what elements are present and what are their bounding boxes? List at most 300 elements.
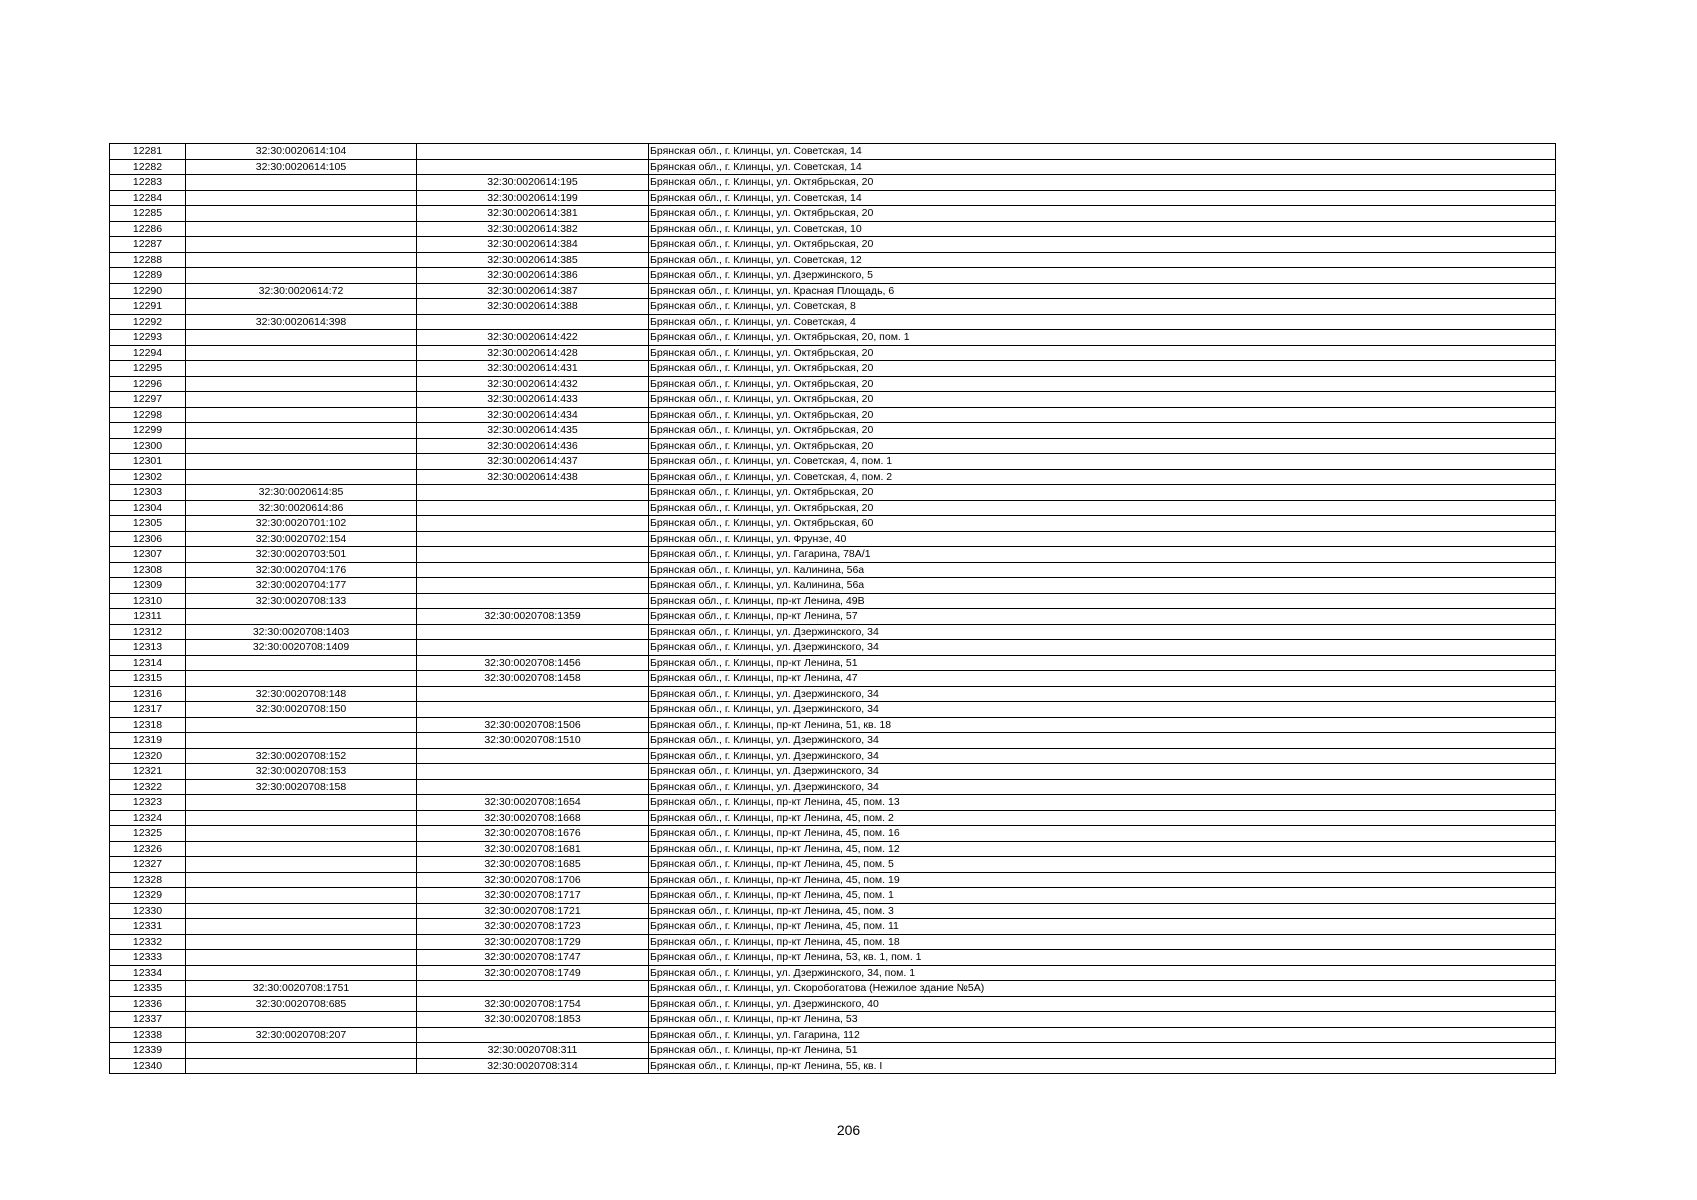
object-cadastral-number-cell (417, 485, 649, 501)
row-number-cell: 12293 (110, 330, 186, 346)
address-cell: Брянская обл., г. Клинцы, ул. Дзержинского, 5 (649, 268, 1556, 284)
table-row (110, 578, 1556, 594)
object-cadastral-number-cell: 32:30:0020614:434 (417, 407, 649, 423)
land-cadastral-number-cell (186, 717, 417, 733)
address-cell: Брянская обл., г. Клинцы, ул. Октябрьская, 20 (649, 423, 1556, 439)
row-number-cell: 12334 (110, 965, 186, 981)
address-cell: Брянская обл., г. Клинцы, ул. Октябрьская, 60 (649, 516, 1556, 532)
address-cell: Брянская обл., г. Клинцы, ул. Калинина, 56а (649, 562, 1556, 578)
land-cadastral-number-cell (186, 888, 417, 904)
object-cadastral-number-cell (417, 500, 649, 516)
row-number-cell: 12331 (110, 919, 186, 935)
address-cell: Брянская обл., г. Клинцы, ул. Фрунзе, 40 (649, 531, 1556, 547)
address-cell: Брянская обл., г. Клинцы, ул. Октябрьская, 20 (649, 500, 1556, 516)
object-cadastral-number-cell: 32:30:0020708:1747 (417, 950, 649, 966)
land-cadastral-number-cell: 32:30:0020701:102 (186, 516, 417, 532)
address-cell: Брянская обл., г. Клинцы, пр-кт Ленина, 45, пом. 3 (649, 903, 1556, 919)
object-cadastral-number-cell (417, 624, 649, 640)
address-cell: Брянская обл., г. Клинцы, ул. Дзержинского, 34 (649, 686, 1556, 702)
land-cadastral-number-cell (186, 268, 417, 284)
object-cadastral-number-cell (417, 562, 649, 578)
address-cell: Брянская обл., г. Клинцы, пр-кт Ленина, 55, кв. I (649, 1058, 1556, 1074)
row-number-cell: 12292 (110, 314, 186, 330)
object-cadastral-number-cell (417, 764, 649, 780)
table-row (110, 531, 1556, 547)
address-cell: Брянская обл., г. Клинцы, ул. Советская, 10 (649, 221, 1556, 237)
row-number-cell: 12326 (110, 841, 186, 857)
land-cadastral-number-cell (186, 330, 417, 346)
address-cell: Брянская обл., г. Клинцы, ул. Октябрьская, 20 (649, 438, 1556, 454)
object-cadastral-number-cell (417, 516, 649, 532)
address-cell: Брянская обл., г. Клинцы, ул. Калинина, 56а (649, 578, 1556, 594)
row-number-cell: 12301 (110, 454, 186, 470)
address-cell: Брянская обл., г. Клинцы, пр-кт Ленина, 53 (649, 1012, 1556, 1028)
row-number-cell: 12315 (110, 671, 186, 687)
object-cadastral-number-cell: 32:30:0020614:387 (417, 283, 649, 299)
object-cadastral-number-cell (417, 159, 649, 175)
object-cadastral-number-cell: 32:30:0020708:314 (417, 1058, 649, 1074)
object-cadastral-number-cell: 32:30:0020614:195 (417, 175, 649, 191)
object-cadastral-number-cell: 32:30:0020708:1853 (417, 1012, 649, 1028)
table-row (110, 221, 1556, 237)
land-cadastral-number-cell (186, 810, 417, 826)
row-number-cell: 12310 (110, 593, 186, 609)
land-cadastral-number-cell (186, 361, 417, 377)
row-number-cell: 12284 (110, 190, 186, 206)
row-number-cell: 12311 (110, 609, 186, 625)
land-cadastral-number-cell (186, 733, 417, 749)
row-number-cell: 12316 (110, 686, 186, 702)
table-row (110, 609, 1556, 625)
object-cadastral-number-cell: 32:30:0020614:431 (417, 361, 649, 377)
address-cell: Брянская обл., г. Клинцы, ул. Гагарина, 112 (649, 1027, 1556, 1043)
row-number-cell: 12281 (110, 144, 186, 160)
table-row (110, 872, 1556, 888)
object-cadastral-number-cell (417, 640, 649, 656)
land-cadastral-number-cell (186, 299, 417, 315)
table-row (110, 423, 1556, 439)
object-cadastral-number-cell: 32:30:0020708:311 (417, 1043, 649, 1059)
address-cell: Брянская обл., г. Клинцы, пр-кт Ленина, 45, пом. 18 (649, 934, 1556, 950)
object-cadastral-number-cell (417, 144, 649, 160)
land-cadastral-number-cell: 32:30:0020614:104 (186, 144, 417, 160)
address-cell: Брянская обл., г. Клинцы, пр-кт Ленина, 45, пом. 13 (649, 795, 1556, 811)
table-row (110, 314, 1556, 330)
land-cadastral-number-cell: 32:30:0020614:105 (186, 159, 417, 175)
address-cell: Брянская обл., г. Клинцы, ул. Октябрьская, 20 (649, 237, 1556, 253)
row-number-cell: 12305 (110, 516, 186, 532)
row-number-cell: 12325 (110, 826, 186, 842)
address-cell: Брянская обл., г. Клинцы, ул. Дзержинского, 34 (649, 640, 1556, 656)
object-cadastral-number-cell: 32:30:0020708:1668 (417, 810, 649, 826)
land-cadastral-number-cell (186, 423, 417, 439)
object-cadastral-number-cell: 32:30:0020614:385 (417, 252, 649, 268)
object-cadastral-number-cell: 32:30:0020614:382 (417, 221, 649, 237)
row-number-cell: 12338 (110, 1027, 186, 1043)
table-row (110, 919, 1556, 935)
table-row (110, 981, 1556, 997)
land-cadastral-number-cell: 32:30:0020708:1409 (186, 640, 417, 656)
table-row (110, 1012, 1556, 1028)
address-cell: Брянская обл., г. Клинцы, ул. Советская, 12 (649, 252, 1556, 268)
address-cell: Брянская обл., г. Клинцы, ул. Октябрьская, 20 (649, 376, 1556, 392)
table-row (110, 1058, 1556, 1074)
table-row (110, 252, 1556, 268)
land-cadastral-number-cell (186, 392, 417, 408)
table-row (110, 299, 1556, 315)
row-number-cell: 12290 (110, 283, 186, 299)
address-cell: Брянская обл., г. Клинцы, ул. Октябрьская, 20, пом. 1 (649, 330, 1556, 346)
address-cell: Брянская обл., г. Клинцы, ул. Дзержинского, 34 (649, 733, 1556, 749)
address-cell: Брянская обл., г. Клинцы, пр-кт Ленина, 45, пом. 19 (649, 872, 1556, 888)
row-number-cell: 12327 (110, 857, 186, 873)
object-cadastral-number-cell: 32:30:0020614:381 (417, 206, 649, 222)
land-cadastral-number-cell (186, 221, 417, 237)
land-cadastral-number-cell (186, 857, 417, 873)
row-number-cell: 12282 (110, 159, 186, 175)
land-cadastral-number-cell (186, 469, 417, 485)
land-cadastral-number-cell: 32:30:0020614:72 (186, 283, 417, 299)
table-row (110, 996, 1556, 1012)
row-number-cell: 12304 (110, 500, 186, 516)
row-number-cell: 12312 (110, 624, 186, 640)
row-number-cell: 12294 (110, 345, 186, 361)
page-number: 206 (836, 1122, 861, 1138)
table-row (110, 516, 1556, 532)
land-cadastral-number-cell: 32:30:0020708:152 (186, 748, 417, 764)
land-cadastral-number-cell (186, 965, 417, 981)
object-cadastral-number-cell: 32:30:0020708:1359 (417, 609, 649, 625)
table-row (110, 268, 1556, 284)
object-cadastral-number-cell: 32:30:0020614:428 (417, 345, 649, 361)
row-number-cell: 12321 (110, 764, 186, 780)
object-cadastral-number-cell: 32:30:0020708:1706 (417, 872, 649, 888)
table-row (110, 438, 1556, 454)
table-row (110, 888, 1556, 904)
land-cadastral-number-cell (186, 826, 417, 842)
table-row (110, 686, 1556, 702)
land-cadastral-number-cell: 32:30:0020708:1403 (186, 624, 417, 640)
table-row (110, 593, 1556, 609)
address-cell: Брянская обл., г. Клинцы, ул. Дзержинского, 34, пом. 1 (649, 965, 1556, 981)
table-row (110, 376, 1556, 392)
land-cadastral-number-cell: 32:30:0020708:685 (186, 996, 417, 1012)
object-cadastral-number-cell: 32:30:0020708:1676 (417, 826, 649, 842)
land-cadastral-number-cell (186, 1012, 417, 1028)
land-cadastral-number-cell (186, 841, 417, 857)
table-row (110, 950, 1556, 966)
address-cell: Брянская обл., г. Клинцы, ул. Октябрьская, 20 (649, 345, 1556, 361)
object-cadastral-number-cell: 32:30:0020614:435 (417, 423, 649, 439)
row-number-cell: 12286 (110, 221, 186, 237)
object-cadastral-number-cell: 32:30:0020708:1754 (417, 996, 649, 1012)
address-cell: Брянская обл., г. Клинцы, ул. Дзержинского, 34 (649, 764, 1556, 780)
land-cadastral-number-cell (186, 609, 417, 625)
table-row (110, 547, 1556, 563)
row-number-cell: 12318 (110, 717, 186, 733)
address-cell: Брянская обл., г. Клинцы, ул. Красная Площадь, 6 (649, 283, 1556, 299)
land-cadastral-number-cell (186, 345, 417, 361)
land-cadastral-number-cell (186, 376, 417, 392)
object-cadastral-number-cell (417, 314, 649, 330)
table-row (110, 934, 1556, 950)
row-number-cell: 12329 (110, 888, 186, 904)
land-cadastral-number-cell (186, 950, 417, 966)
address-cell: Брянская обл., г. Клинцы, ул. Советская, 14 (649, 159, 1556, 175)
land-cadastral-number-cell: 32:30:0020614:85 (186, 485, 417, 501)
row-number-cell: 12291 (110, 299, 186, 315)
object-cadastral-number-cell: 32:30:0020614:199 (417, 190, 649, 206)
address-cell: Брянская обл., г. Клинцы, ул. Октябрьская, 20 (649, 206, 1556, 222)
address-cell: Брянская обл., г. Клинцы, пр-кт Ленина, 49В (649, 593, 1556, 609)
land-cadastral-number-cell: 32:30:0020708:158 (186, 779, 417, 795)
address-cell: Брянская обл., г. Клинцы, ул. Октябрьская, 20 (649, 361, 1556, 377)
object-cadastral-number-cell: 32:30:0020614:437 (417, 454, 649, 470)
address-cell: Брянская обл., г. Клинцы, пр-кт Ленина, 45, пом. 11 (649, 919, 1556, 935)
address-cell: Брянская обл., г. Клинцы, ул. Дзержинского, 34 (649, 624, 1556, 640)
table-row (110, 748, 1556, 764)
address-cell: Брянская обл., г. Клинцы, ул. Октябрьская, 20 (649, 485, 1556, 501)
object-cadastral-number-cell (417, 779, 649, 795)
table-row (110, 407, 1556, 423)
land-cadastral-number-cell: 32:30:0020708:133 (186, 593, 417, 609)
table-row (110, 702, 1556, 718)
address-cell: Брянская обл., г. Клинцы, пр-кт Ленина, 51 (649, 1043, 1556, 1059)
table-row (110, 624, 1556, 640)
row-number-cell: 12298 (110, 407, 186, 423)
object-cadastral-number-cell (417, 1027, 649, 1043)
object-cadastral-number-cell: 32:30:0020708:1456 (417, 655, 649, 671)
table-row (110, 733, 1556, 749)
table-row (110, 717, 1556, 733)
land-cadastral-number-cell (186, 190, 417, 206)
address-cell: Брянская обл., г. Клинцы, ул. Дзержинского, 34 (649, 702, 1556, 718)
object-cadastral-number-cell: 32:30:0020708:1685 (417, 857, 649, 873)
table-row (110, 454, 1556, 470)
register-table-body (110, 144, 1556, 1074)
row-number-cell: 12328 (110, 872, 186, 888)
table-row (110, 826, 1556, 842)
table-row (110, 764, 1556, 780)
row-number-cell: 12319 (110, 733, 186, 749)
table-row (110, 655, 1556, 671)
row-number-cell: 12323 (110, 795, 186, 811)
address-cell: Брянская обл., г. Клинцы, пр-кт Ленина, 53, кв. 1, пом. 1 (649, 950, 1556, 966)
address-cell: Брянская обл., г. Клинцы, ул. Дзержинского, 34 (649, 779, 1556, 795)
object-cadastral-number-cell: 32:30:0020708:1510 (417, 733, 649, 749)
address-cell: Брянская обл., г. Клинцы, ул. Гагарина, 78А/1 (649, 547, 1556, 563)
table-row (110, 810, 1556, 826)
table-row (110, 159, 1556, 175)
land-cadastral-number-cell (186, 407, 417, 423)
land-cadastral-number-cell: 32:30:0020708:148 (186, 686, 417, 702)
address-cell: Брянская обл., г. Клинцы, ул. Советская, 4, пом. 1 (649, 454, 1556, 470)
row-number-cell: 12330 (110, 903, 186, 919)
row-number-cell: 12296 (110, 376, 186, 392)
address-cell: Брянская обл., г. Клинцы, ул. Дзержинского, 34 (649, 748, 1556, 764)
table-row (110, 175, 1556, 191)
object-cadastral-number-cell: 32:30:0020708:1717 (417, 888, 649, 904)
address-cell: Брянская обл., г. Клинцы, ул. Октябрьская, 20 (649, 407, 1556, 423)
land-cadastral-number-cell (186, 934, 417, 950)
address-cell: Брянская обл., г. Клинцы, ул. Советская, 4 (649, 314, 1556, 330)
land-cadastral-number-cell (186, 237, 417, 253)
address-cell: Брянская обл., г. Клинцы, пр-кт Ленина, 51 (649, 655, 1556, 671)
row-number-cell: 12313 (110, 640, 186, 656)
table-row (110, 779, 1556, 795)
land-cadastral-number-cell: 32:30:0020704:176 (186, 562, 417, 578)
register-table (109, 143, 1556, 1074)
table-row (110, 1027, 1556, 1043)
object-cadastral-number-cell (417, 748, 649, 764)
address-cell: Брянская обл., г. Клинцы, пр-кт Ленина, 57 (649, 609, 1556, 625)
land-cadastral-number-cell (186, 175, 417, 191)
land-cadastral-number-cell: 32:30:0020614:86 (186, 500, 417, 516)
address-cell: Брянская обл., г. Клинцы, ул. Советская, 14 (649, 190, 1556, 206)
land-cadastral-number-cell (186, 919, 417, 935)
land-cadastral-number-cell (186, 795, 417, 811)
row-number-cell: 12309 (110, 578, 186, 594)
object-cadastral-number-cell: 32:30:0020708:1723 (417, 919, 649, 935)
address-cell: Брянская обл., г. Клинцы, пр-кт Ленина, 45, пом. 16 (649, 826, 1556, 842)
row-number-cell: 12288 (110, 252, 186, 268)
row-number-cell: 12335 (110, 981, 186, 997)
land-cadastral-number-cell: 32:30:0020614:398 (186, 314, 417, 330)
object-cadastral-number-cell: 32:30:0020614:433 (417, 392, 649, 408)
table-row (110, 237, 1556, 253)
address-cell: Брянская обл., г. Клинцы, ул. Советская, 4, пом. 2 (649, 469, 1556, 485)
object-cadastral-number-cell (417, 547, 649, 563)
row-number-cell: 12332 (110, 934, 186, 950)
row-number-cell: 12336 (110, 996, 186, 1012)
land-cadastral-number-cell (186, 454, 417, 470)
table-row (110, 361, 1556, 377)
table-row (110, 345, 1556, 361)
land-cadastral-number-cell (186, 872, 417, 888)
land-cadastral-number-cell (186, 1058, 417, 1074)
row-number-cell: 12289 (110, 268, 186, 284)
row-number-cell: 12307 (110, 547, 186, 563)
object-cadastral-number-cell (417, 686, 649, 702)
table-row (110, 795, 1556, 811)
object-cadastral-number-cell: 32:30:0020614:386 (417, 268, 649, 284)
object-cadastral-number-cell: 32:30:0020614:432 (417, 376, 649, 392)
row-number-cell: 12324 (110, 810, 186, 826)
object-cadastral-number-cell (417, 578, 649, 594)
row-number-cell: 12308 (110, 562, 186, 578)
address-cell: Брянская обл., г. Клинцы, пр-кт Ленина, 47 (649, 671, 1556, 687)
row-number-cell: 12287 (110, 237, 186, 253)
row-number-cell: 12320 (110, 748, 186, 764)
land-cadastral-number-cell: 32:30:0020702:154 (186, 531, 417, 547)
row-number-cell: 12285 (110, 206, 186, 222)
object-cadastral-number-cell: 32:30:0020614:388 (417, 299, 649, 315)
address-cell: Брянская обл., г. Клинцы, ул. Советская, 14 (649, 144, 1556, 160)
table-row (110, 190, 1556, 206)
object-cadastral-number-cell: 32:30:0020614:384 (417, 237, 649, 253)
object-cadastral-number-cell: 32:30:0020708:1654 (417, 795, 649, 811)
object-cadastral-number-cell: 32:30:0020708:1729 (417, 934, 649, 950)
table-row (110, 671, 1556, 687)
table-row (110, 903, 1556, 919)
table-row (110, 392, 1556, 408)
land-cadastral-number-cell (186, 438, 417, 454)
table-row (110, 206, 1556, 222)
row-number-cell: 12300 (110, 438, 186, 454)
table-row (110, 469, 1556, 485)
table-row (110, 144, 1556, 160)
address-cell: Брянская обл., г. Клинцы, пр-кт Ленина, 45, пом. 2 (649, 810, 1556, 826)
object-cadastral-number-cell: 32:30:0020708:1721 (417, 903, 649, 919)
row-number-cell: 12337 (110, 1012, 186, 1028)
row-number-cell: 12299 (110, 423, 186, 439)
table-row (110, 330, 1556, 346)
address-cell: Брянская обл., г. Клинцы, ул. Скоробогатова (Нежилое здание №5А) (649, 981, 1556, 997)
table-row (110, 562, 1556, 578)
address-cell: Брянская обл., г. Клинцы, ул. Дзержинского, 40 (649, 996, 1556, 1012)
address-cell: Брянская обл., г. Клинцы, ул. Октябрьская, 20 (649, 175, 1556, 191)
address-cell: Брянская обл., г. Клинцы, пр-кт Ленина, 45, пом. 12 (649, 841, 1556, 857)
land-cadastral-number-cell (186, 206, 417, 222)
address-cell: Брянская обл., г. Клинцы, ул. Советская, 8 (649, 299, 1556, 315)
row-number-cell: 12302 (110, 469, 186, 485)
object-cadastral-number-cell: 32:30:0020708:1681 (417, 841, 649, 857)
land-cadastral-number-cell: 32:30:0020708:153 (186, 764, 417, 780)
table-row (110, 283, 1556, 299)
land-cadastral-number-cell (186, 671, 417, 687)
row-number-cell: 12295 (110, 361, 186, 377)
row-number-cell: 12333 (110, 950, 186, 966)
object-cadastral-number-cell (417, 981, 649, 997)
address-cell: Брянская обл., г. Клинцы, пр-кт Ленина, 45, пом. 5 (649, 857, 1556, 873)
object-cadastral-number-cell: 32:30:0020708:1749 (417, 965, 649, 981)
address-cell: Брянская обл., г. Клинцы, пр-кт Ленина, 51, кв. 18 (649, 717, 1556, 733)
land-cadastral-number-cell: 32:30:0020708:207 (186, 1027, 417, 1043)
table-row (110, 965, 1556, 981)
land-cadastral-number-cell (186, 252, 417, 268)
table-row (110, 485, 1556, 501)
table-row (110, 841, 1556, 857)
land-cadastral-number-cell: 32:30:0020704:177 (186, 578, 417, 594)
table-row (110, 640, 1556, 656)
row-number-cell: 12322 (110, 779, 186, 795)
object-cadastral-number-cell: 32:30:0020614:436 (417, 438, 649, 454)
row-number-cell: 12339 (110, 1043, 186, 1059)
object-cadastral-number-cell: 32:30:0020708:1506 (417, 717, 649, 733)
row-number-cell: 12306 (110, 531, 186, 547)
land-cadastral-number-cell: 32:30:0020708:1751 (186, 981, 417, 997)
address-cell: Брянская обл., г. Клинцы, ул. Октябрьская, 20 (649, 392, 1556, 408)
row-number-cell: 12317 (110, 702, 186, 718)
address-cell: Брянская обл., г. Клинцы, пр-кт Ленина, 45, пом. 1 (649, 888, 1556, 904)
object-cadastral-number-cell: 32:30:0020614:422 (417, 330, 649, 346)
object-cadastral-number-cell (417, 593, 649, 609)
table-row (110, 857, 1556, 873)
land-cadastral-number-cell (186, 903, 417, 919)
row-number-cell: 12303 (110, 485, 186, 501)
table-row (110, 1043, 1556, 1059)
object-cadastral-number-cell (417, 702, 649, 718)
row-number-cell: 12283 (110, 175, 186, 191)
object-cadastral-number-cell: 32:30:0020708:1458 (417, 671, 649, 687)
row-number-cell: 12314 (110, 655, 186, 671)
land-cadastral-number-cell: 32:30:0020708:150 (186, 702, 417, 718)
land-cadastral-number-cell: 32:30:0020703:501 (186, 547, 417, 563)
land-cadastral-number-cell (186, 655, 417, 671)
table-row (110, 500, 1556, 516)
object-cadastral-number-cell: 32:30:0020614:438 (417, 469, 649, 485)
row-number-cell: 12340 (110, 1058, 186, 1074)
